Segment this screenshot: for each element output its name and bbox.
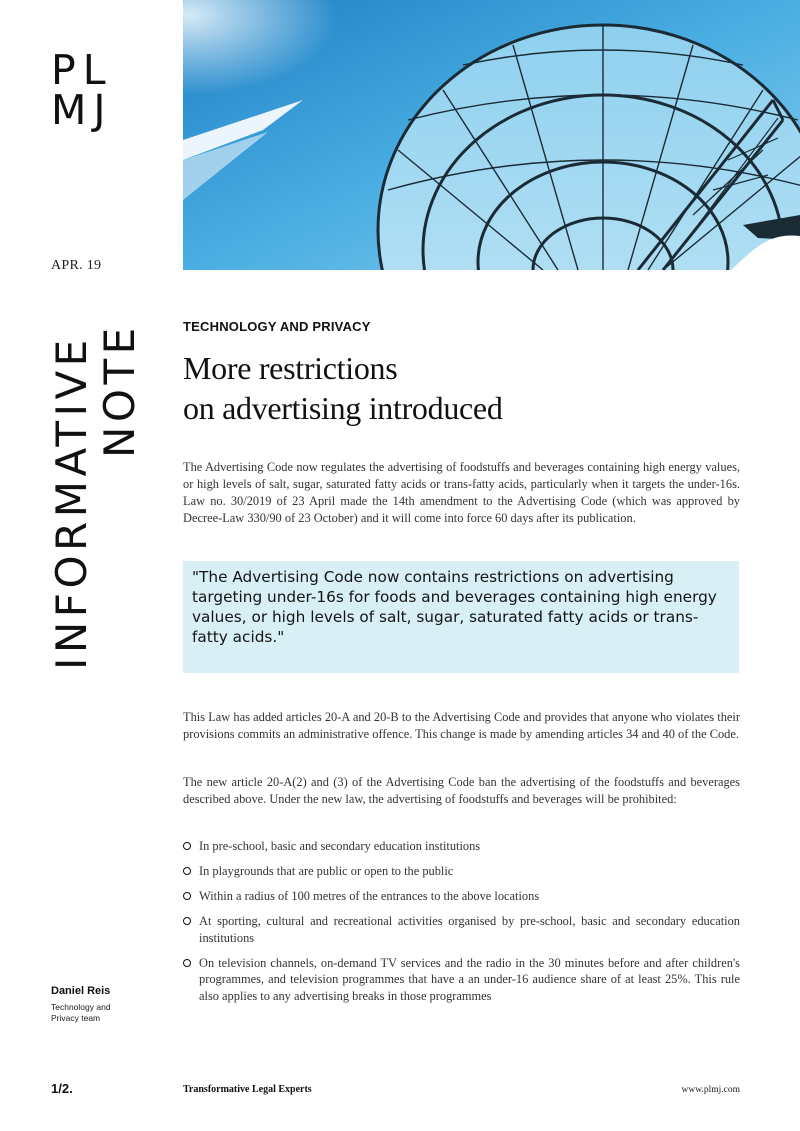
list-item <box>183 863 740 880</box>
list-item-text: In pre-school, basic and secondary education institutions <box>199 839 481 853</box>
bullet-circle-icon <box>183 867 191 875</box>
page-number: 1/2. <box>51 1081 73 1096</box>
list-item-text: Within a radius of 100 metres of the entrances to the above locations <box>199 889 540 903</box>
author-block <box>51 985 161 1024</box>
plmj-logo <box>51 46 135 134</box>
bullet-circle-icon <box>183 842 191 850</box>
bullet-circle-icon <box>183 892 191 900</box>
footer-tagline: Transformative Legal Experts <box>183 1084 312 1095</box>
issue-date: APR. 19 <box>51 258 102 273</box>
author-team: Technology and Privacy team <box>51 1002 111 1023</box>
list-item <box>183 955 740 1005</box>
paragraph-articles: This Law has added articles 20-A and 20-B to the Advertising Code and provides that anyone who violates their provisions commits an administrative offence. This change is made by amending articles 34 and 40 of the Code. <box>183 710 740 741</box>
list-item-text: In playgrounds that are public or open to the public <box>199 864 454 878</box>
pull-quote-text: "The Advertising Code now contains restrictions on advertising targeting under-16s for foods and beverages containing high energy values, or high levels of salt, sugar, saturated fatty acids or trans-fatty acids." <box>192 568 717 646</box>
vertical-title-line-2: NOTE <box>95 323 144 458</box>
prohibited-locations-list <box>183 838 740 1013</box>
intro-paragraph: The Advertising Code now regulates the advertising of foodstuffs and beverages containing high energy values, or high levels of salt, sugar, saturated fatty acids or trans-fatty acids, particularly when it targets the under-16s. Law no. 30/2019 of 23 April made the 14th amendment to the Advertising Code (which was approved by Decree-Law 330/90 of 23 October) and it will come into force 60 days after its publication. <box>183 460 740 525</box>
bullet-circle-icon <box>183 917 191 925</box>
bullet-circle-icon <box>183 959 191 967</box>
pull-quote <box>183 561 739 673</box>
author-name: Daniel Reis <box>51 985 111 997</box>
paragraph-ban: The new article 20-A(2) and (3) of the Advertising Code ban the advertising of the foodstuffs and beverages described above. Under the new law, the advertising of foodstuffs and beverages will be prohibited: <box>183 775 740 806</box>
list-item <box>183 838 740 855</box>
headline-line-2: on advertising introduced <box>183 390 503 426</box>
website-link[interactable]: www.plmj.com <box>681 1085 740 1095</box>
headline <box>183 348 503 428</box>
list-item <box>183 888 740 905</box>
vertical-title-line-1: INFORMATIVE <box>47 335 96 670</box>
section-label: TECHNOLOGY AND PRIVACY <box>183 319 371 334</box>
logo-line-1: PL <box>51 46 113 94</box>
document-type-title <box>48 323 144 670</box>
logo-line-2: MJ <box>51 86 113 134</box>
list-item <box>183 913 740 946</box>
list-item-text: On television channels, on-demand TV services and the radio in the 30 minutes before and after children's programmes, and television programmes that have a an under-16 audience share of at least 25%. This rule also applies to any advertising breaks in those programmes <box>199 955 740 1003</box>
hero-image <box>183 0 800 270</box>
list-item-text: At sporting, cultural and recreational activities organised by pre-school, basic and secondary education institutions <box>199 914 740 945</box>
headline-line-1: More restrictions <box>183 350 398 386</box>
